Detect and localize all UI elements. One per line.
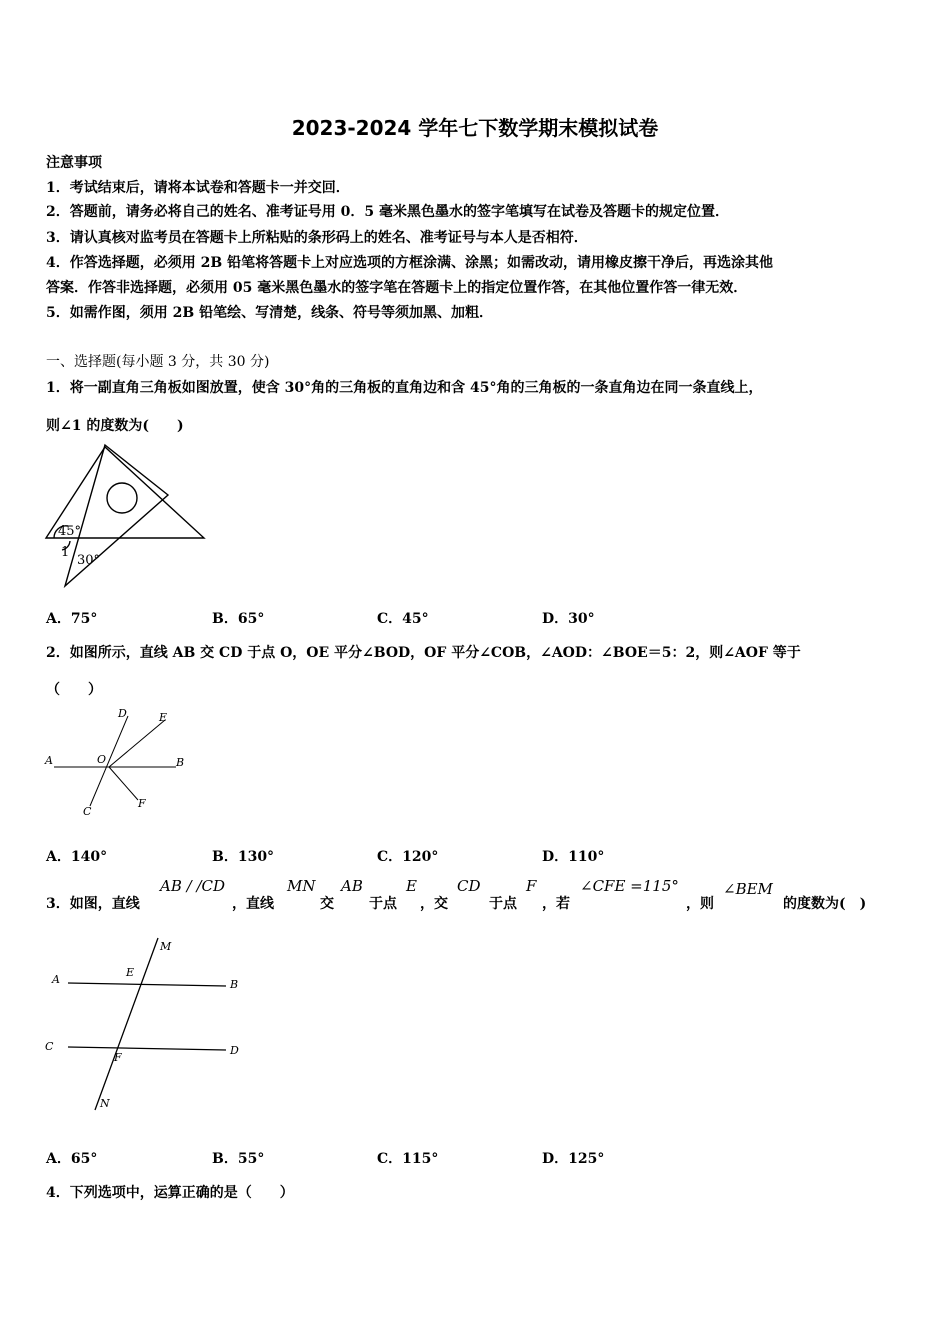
- q2-stem-cont: （ ）: [46, 682, 102, 698]
- q2-option-b[interactable]: B．130°: [212, 849, 275, 865]
- q1-option-b[interactable]: B．65°: [212, 611, 265, 627]
- q3-math-abcd: AB / /CD: [160, 877, 226, 895]
- q4-stem: 4．下列选项中，运算正确的是（ ）: [46, 1185, 294, 1201]
- q3-math-bem: ∠BEM: [723, 880, 773, 898]
- notice-item-2: 2．答题前，请务必将自己的姓名、准考证号用 0．5 毫米黑色墨水的签字笔填写在试卷及答题卡的规定位置．: [46, 204, 729, 220]
- section-heading: 一、选择题(每小题 3 分，共 30 分): [46, 354, 270, 370]
- q1-stem: 1．将一副直角三角板如图放置，使含 30°角的三角板的直角边和含 45°角的三角板的一条直角边在同一条直线上，: [46, 380, 763, 396]
- q2-option-c[interactable]: C．120°: [377, 849, 439, 865]
- q3-line-mn: [95, 938, 158, 1110]
- q3-line-cd: [68, 1047, 226, 1050]
- q3-line-ab: [68, 983, 226, 986]
- q3-text-7: ，若: [542, 896, 570, 912]
- q1-option-c[interactable]: C．45°: [377, 611, 429, 627]
- q3-math-ab: AB: [341, 877, 363, 895]
- q3-math-mn: MN: [287, 877, 316, 895]
- q3-text-4: 于点: [369, 896, 397, 912]
- q3-option-b[interactable]: B．55°: [212, 1151, 265, 1167]
- q3-label-e: E: [126, 966, 135, 979]
- q3-text-1: 3．如图，直线: [46, 896, 140, 912]
- q3-text-9: 的度数为( ): [783, 896, 867, 912]
- notice-item-5: 5．如需作图，须用 2B 铅笔绘、写清楚，线条、符号等须加黑、加粗．: [46, 305, 494, 321]
- q3-option-c[interactable]: C．115°: [377, 1151, 439, 1167]
- q2-stem: 2．如图所示，直线 AB 交 CD 于点 O，OE 平分∠BOD，OF 平分∠COB，∠AOD：∠BOE＝5：2，则∠AOF 等于: [46, 645, 801, 661]
- q2-option-a[interactable]: A．140°: [46, 849, 108, 865]
- q3-math-f: F: [526, 877, 537, 895]
- q2-ray-of: [109, 767, 138, 800]
- q1-stem-cont: 则∠1 的度数为( ): [46, 418, 184, 434]
- notice-item-1: 1．考试结束后，请将本试卷和答题卡一并交回．: [46, 180, 350, 196]
- q3-label-f: F: [114, 1051, 122, 1064]
- q3-text-3: 交: [320, 896, 334, 912]
- q1-option-d[interactable]: D．30°: [542, 611, 595, 627]
- notice-item-3: 3．请认真核对监考员在答题卡上所粘贴的条形码上的姓名、准考证号与本人是否相符．: [46, 230, 588, 246]
- q3-label-a: A: [52, 973, 60, 986]
- q3-math-e: E: [406, 877, 417, 895]
- q2-label-b: B: [176, 756, 185, 769]
- q1-label-45: 45°: [58, 524, 82, 539]
- q3-text-5: ，交: [420, 896, 448, 912]
- q3-label-b: B: [230, 978, 239, 991]
- q2-label-a: A: [45, 754, 53, 767]
- q2-label-d: D: [118, 707, 127, 720]
- q3-option-a[interactable]: A．65°: [46, 1151, 98, 1167]
- notice-item-4-cont: 答案．作答非选择题，必须用 05 毫米黑色墨水的签字笔在答题卡上的指定位置作答，在其他位置作答一律无效．: [46, 280, 748, 296]
- q1-label-1: 1: [61, 545, 70, 560]
- q2-label-o: O: [97, 753, 107, 766]
- q2-label-e: E: [159, 711, 168, 724]
- notice-item-4: 4．作答选择题，必须用 2B 铅笔将答题卡上对应选项的方框涂满、涂黑；如需改动，请用橡皮擦干净后，再选涂其他: [46, 255, 774, 271]
- q3-math-cfe: ∠CFE =115°: [580, 877, 679, 895]
- q1-label-30: 30°: [77, 553, 101, 568]
- q3-figure: [40, 930, 255, 1115]
- q3-label-d: D: [230, 1044, 239, 1057]
- q3-label-c: C: [45, 1040, 54, 1053]
- q1-figure: [40, 440, 210, 592]
- q3-text-8: ，则: [686, 896, 714, 912]
- q3-label-n: N: [100, 1097, 110, 1110]
- q3-option-d[interactable]: D．125°: [542, 1151, 605, 1167]
- q2-figure: [40, 700, 190, 820]
- q2-line-cd: [90, 716, 128, 806]
- q2-label-c: C: [83, 805, 92, 818]
- q1-hole-circle: [107, 483, 137, 513]
- q3-text-2: ，直线: [232, 896, 274, 912]
- page-title: 2023-2024 学年七下数学期末模拟试卷: [291, 116, 659, 140]
- q3-text-6: 于点: [489, 896, 517, 912]
- q3-math-cd: CD: [457, 877, 481, 895]
- q2-label-f: F: [138, 797, 146, 810]
- q1-option-a[interactable]: A．75°: [46, 611, 98, 627]
- q2-ray-oe: [109, 720, 165, 767]
- notice-heading: 注意事项: [46, 155, 102, 171]
- q3-label-m: M: [160, 940, 172, 953]
- q2-option-d[interactable]: D．110°: [542, 849, 605, 865]
